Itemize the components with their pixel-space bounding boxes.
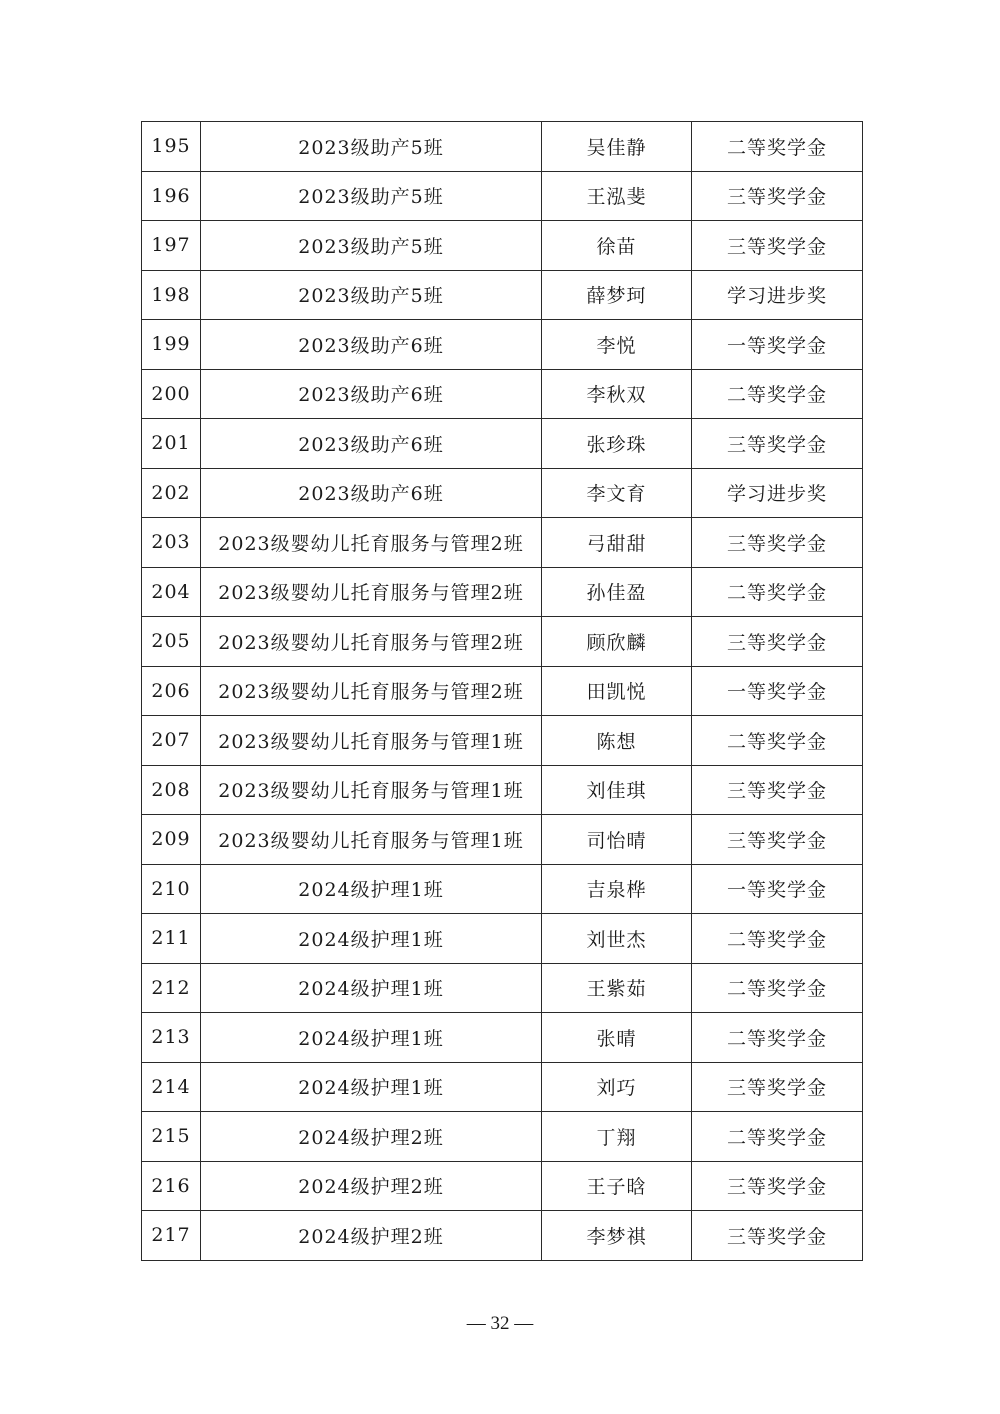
table-row	[142, 963, 863, 1013]
award-cell: 二等奖学金	[692, 1013, 863, 1063]
row-number-cell: 209	[142, 815, 201, 865]
award-cell: 二等奖学金	[692, 914, 863, 964]
student-name-cell: 田凯悦	[542, 666, 692, 716]
table-row	[142, 914, 863, 964]
table-row	[142, 1062, 863, 1112]
class-name-cell: 2023级助产6班	[201, 468, 542, 518]
row-number-cell: 210	[142, 864, 201, 914]
award-cell: 三等奖学金	[692, 518, 863, 568]
student-name-cell: 李悦	[542, 320, 692, 370]
row-number-cell: 200	[142, 369, 201, 419]
award-cell: 一等奖学金	[692, 320, 863, 370]
row-number-cell: 206	[142, 666, 201, 716]
award-cell: 三等奖学金	[692, 419, 863, 469]
row-number-cell: 216	[142, 1161, 201, 1211]
award-cell: 三等奖学金	[692, 765, 863, 815]
page-number: — 32 —	[466, 1313, 534, 1334]
table-row	[142, 369, 863, 419]
student-name-cell: 刘佳琪	[542, 765, 692, 815]
student-name-cell: 丁翔	[542, 1112, 692, 1162]
class-name-cell: 2024级护理2班	[201, 1161, 542, 1211]
table-row	[142, 270, 863, 320]
table-row	[142, 1013, 863, 1063]
row-number-cell: 212	[142, 963, 201, 1013]
award-cell: 三等奖学金	[692, 617, 863, 667]
student-name-cell: 刘世杰	[542, 914, 692, 964]
row-number-cell: 199	[142, 320, 201, 370]
student-name-cell: 李秋双	[542, 369, 692, 419]
student-name-cell: 王子晗	[542, 1161, 692, 1211]
row-number-cell: 202	[142, 468, 201, 518]
class-name-cell: 2023级助产6班	[201, 320, 542, 370]
table-row	[142, 320, 863, 370]
class-name-cell: 2023级助产5班	[201, 270, 542, 320]
class-name-cell: 2023级助产5班	[201, 221, 542, 271]
row-number-cell: 197	[142, 221, 201, 271]
table-row	[142, 171, 863, 221]
student-name-cell: 顾欣麟	[542, 617, 692, 667]
row-number-cell: 208	[142, 765, 201, 815]
award-cell: 二等奖学金	[692, 369, 863, 419]
class-name-cell: 2024级护理2班	[201, 1211, 542, 1261]
student-name-cell: 李梦祺	[542, 1211, 692, 1261]
student-name-cell: 吴佳静	[542, 122, 692, 172]
table-row	[142, 716, 863, 766]
class-name-cell: 2023级婴幼儿托育服务与管理2班	[201, 617, 542, 667]
row-number-cell: 203	[142, 518, 201, 568]
award-cell: 二等奖学金	[692, 122, 863, 172]
table-row	[142, 1161, 863, 1211]
award-cell: 一等奖学金	[692, 864, 863, 914]
class-name-cell: 2024级护理1班	[201, 1062, 542, 1112]
row-number-cell: 217	[142, 1211, 201, 1261]
class-name-cell: 2024级护理1班	[201, 963, 542, 1013]
student-name-cell: 司怡晴	[542, 815, 692, 865]
row-number-cell: 201	[142, 419, 201, 469]
class-name-cell: 2024级护理2班	[201, 1112, 542, 1162]
row-number-cell: 214	[142, 1062, 201, 1112]
student-name-cell: 弓甜甜	[542, 518, 692, 568]
student-name-cell: 薛梦珂	[542, 270, 692, 320]
class-name-cell: 2023级婴幼儿托育服务与管理1班	[201, 815, 542, 865]
award-cell: 三等奖学金	[692, 1062, 863, 1112]
student-name-cell: 陈想	[542, 716, 692, 766]
class-name-cell: 2024级护理1班	[201, 1013, 542, 1063]
class-name-cell: 2023级助产6班	[201, 419, 542, 469]
award-table	[141, 121, 863, 1261]
award-cell: 二等奖学金	[692, 716, 863, 766]
table-row	[142, 468, 863, 518]
row-number-cell: 211	[142, 914, 201, 964]
table-row	[142, 1112, 863, 1162]
table-row	[142, 221, 863, 271]
student-name-cell: 张晴	[542, 1013, 692, 1063]
award-cell: 三等奖学金	[692, 171, 863, 221]
row-number-cell: 195	[142, 122, 201, 172]
award-cell: 学习进步奖	[692, 468, 863, 518]
award-cell: 二等奖学金	[692, 567, 863, 617]
student-name-cell: 吉泉桦	[542, 864, 692, 914]
class-name-cell: 2023级婴幼儿托育服务与管理1班	[201, 716, 542, 766]
class-name-cell: 2023级婴幼儿托育服务与管理1班	[201, 765, 542, 815]
class-name-cell: 2023级婴幼儿托育服务与管理2班	[201, 666, 542, 716]
class-name-cell: 2023级助产5班	[201, 122, 542, 172]
row-number-cell: 215	[142, 1112, 201, 1162]
table-row	[142, 567, 863, 617]
class-name-cell: 2023级婴幼儿托育服务与管理2班	[201, 518, 542, 568]
table-row	[142, 815, 863, 865]
class-name-cell: 2023级助产6班	[201, 369, 542, 419]
award-cell: 三等奖学金	[692, 1211, 863, 1261]
table-row	[142, 518, 863, 568]
table-row	[142, 864, 863, 914]
row-number-cell: 204	[142, 567, 201, 617]
class-name-cell: 2023级婴幼儿托育服务与管理2班	[201, 567, 542, 617]
student-name-cell: 王泓斐	[542, 171, 692, 221]
row-number-cell: 205	[142, 617, 201, 667]
award-cell: 三等奖学金	[692, 1161, 863, 1211]
row-number-cell: 198	[142, 270, 201, 320]
award-table-body	[142, 122, 863, 1261]
class-name-cell: 2024级护理1班	[201, 864, 542, 914]
award-cell: 三等奖学金	[692, 221, 863, 271]
award-cell: 三等奖学金	[692, 815, 863, 865]
award-cell: 一等奖学金	[692, 666, 863, 716]
award-cell: 学习进步奖	[692, 270, 863, 320]
table-row	[142, 765, 863, 815]
table-row	[142, 1211, 863, 1261]
award-cell: 二等奖学金	[692, 1112, 863, 1162]
class-name-cell: 2024级护理1班	[201, 914, 542, 964]
row-number-cell: 196	[142, 171, 201, 221]
student-name-cell: 张珍珠	[542, 419, 692, 469]
table-row	[142, 419, 863, 469]
student-name-cell: 刘巧	[542, 1062, 692, 1112]
student-name-cell: 李文育	[542, 468, 692, 518]
table-row	[142, 666, 863, 716]
table-row	[142, 617, 863, 667]
row-number-cell: 213	[142, 1013, 201, 1063]
student-name-cell: 王紫茹	[542, 963, 692, 1013]
student-name-cell: 徐苗	[542, 221, 692, 271]
class-name-cell: 2023级助产5班	[201, 171, 542, 221]
student-name-cell: 孙佳盈	[542, 567, 692, 617]
table-row	[142, 122, 863, 172]
row-number-cell: 207	[142, 716, 201, 766]
award-cell: 二等奖学金	[692, 963, 863, 1013]
